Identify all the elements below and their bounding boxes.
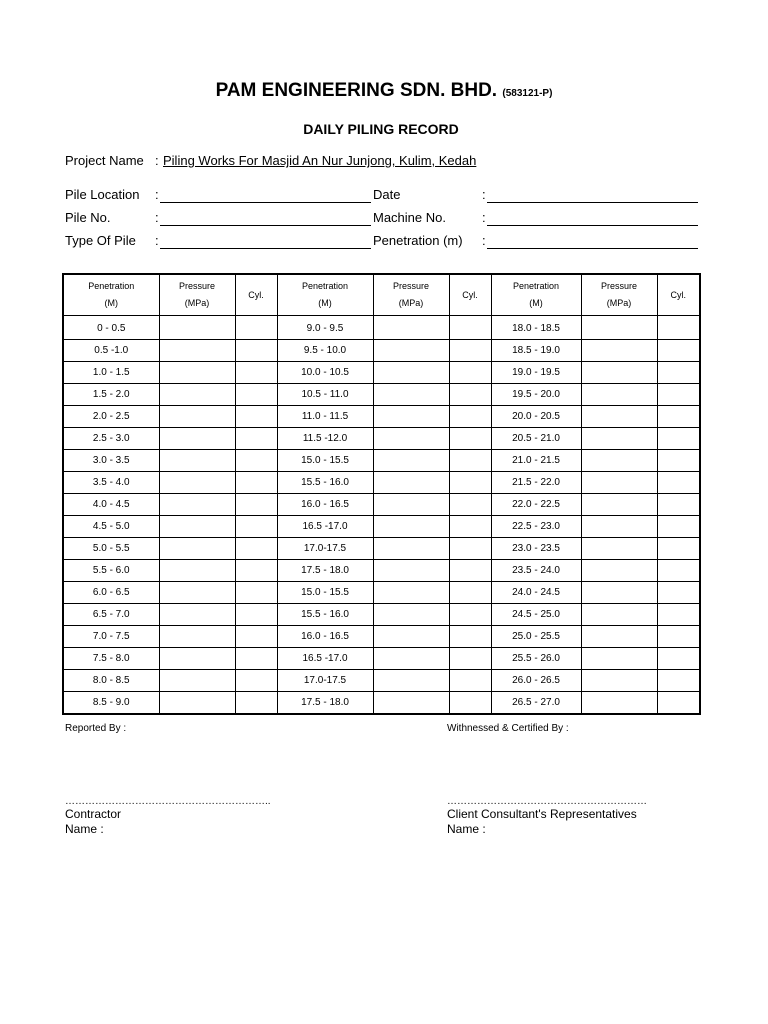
penetration-range-cell: 15.5 - 16.0 [277, 472, 373, 494]
client-representative-label: Client Consultant's Representatives [447, 807, 637, 821]
pile-location-label: Pile Location [65, 187, 140, 202]
table-row [63, 340, 700, 362]
pressure-cell[interactable] [581, 516, 657, 538]
pressure-cell[interactable] [581, 604, 657, 626]
pressure-cell[interactable] [159, 560, 235, 582]
penetration-range-cell: 18.5 - 19.0 [491, 340, 581, 362]
cyl-cell[interactable] [657, 362, 700, 384]
cyl-cell[interactable] [657, 428, 700, 450]
penetration-range-cell: 17.5 - 18.0 [277, 692, 373, 715]
cyl-cell[interactable] [235, 604, 277, 626]
cyl-cell[interactable] [449, 494, 491, 516]
pressure-cell[interactable] [373, 428, 449, 450]
table-row [63, 406, 700, 428]
penetration-range-cell: 21.0 - 21.5 [491, 450, 581, 472]
pressure-cell[interactable] [581, 472, 657, 494]
table-row [63, 516, 700, 538]
table-row [63, 560, 700, 582]
penetration-range-cell: 25.5 - 26.0 [491, 648, 581, 670]
pressure-cell[interactable] [373, 384, 449, 406]
penetration-range-cell: 5.0 - 5.5 [63, 538, 159, 560]
cyl-cell[interactable] [449, 538, 491, 560]
cyl-cell[interactable] [235, 582, 277, 604]
pressure-cell[interactable] [581, 340, 657, 362]
cyl-cell[interactable] [657, 516, 700, 538]
cyl-cell[interactable] [235, 648, 277, 670]
penetration-range-cell: 8.0 - 8.5 [63, 670, 159, 692]
cyl-cell[interactable] [449, 362, 491, 384]
pressure-cell[interactable] [581, 670, 657, 692]
cyl-cell[interactable] [449, 316, 491, 340]
penetration-range-cell: 15.5 - 16.0 [277, 604, 373, 626]
cyl-cell[interactable] [449, 516, 491, 538]
penetration-range-cell: 0.5 -1.0 [63, 340, 159, 362]
pressure-cell[interactable] [159, 670, 235, 692]
machine-no-field[interactable] [487, 225, 698, 226]
penetration-range-cell: 20.5 - 21.0 [491, 428, 581, 450]
pressure-cell[interactable] [159, 316, 235, 340]
header-penetration: Penetration (M) [277, 274, 373, 316]
client-name-label: Name : [447, 822, 486, 836]
penetration-range-cell: 25.0 - 25.5 [491, 626, 581, 648]
cyl-cell[interactable] [235, 560, 277, 582]
pressure-cell[interactable] [159, 538, 235, 560]
cyl-cell[interactable] [235, 316, 277, 340]
pressure-cell[interactable] [373, 670, 449, 692]
pressure-cell[interactable] [159, 692, 235, 715]
contractor-name-label: Name : [65, 822, 104, 836]
cyl-cell[interactable] [657, 472, 700, 494]
cyl-cell[interactable] [449, 384, 491, 406]
cyl-cell[interactable] [449, 472, 491, 494]
cyl-cell[interactable] [657, 560, 700, 582]
project-name-label: Project Name [65, 153, 144, 168]
pressure-cell[interactable] [581, 406, 657, 428]
cyl-cell[interactable] [235, 384, 277, 406]
pressure-cell[interactable] [581, 384, 657, 406]
table-row [63, 428, 700, 450]
cyl-cell[interactable] [235, 538, 277, 560]
table-row [63, 604, 700, 626]
pressure-cell[interactable] [373, 472, 449, 494]
pressure-cell[interactable] [373, 604, 449, 626]
penetration-range-cell: 20.0 - 20.5 [491, 406, 581, 428]
penetration-range-cell: 15.0 - 15.5 [277, 450, 373, 472]
cyl-cell[interactable] [449, 692, 491, 715]
project-name-colon: : [155, 153, 159, 168]
witnessed-by-label: Withnessed & Certified By : [447, 723, 569, 734]
header-penetration: Penetration (M) [63, 274, 159, 316]
cyl-cell[interactable] [657, 450, 700, 472]
cyl-cell[interactable] [235, 450, 277, 472]
machine-no-label: Machine No. [373, 210, 446, 225]
cyl-cell[interactable] [449, 604, 491, 626]
penetration-range-cell: 9.5 - 10.0 [277, 340, 373, 362]
pressure-cell[interactable] [581, 560, 657, 582]
pressure-cell[interactable] [581, 428, 657, 450]
penetration-range-cell: 3.5 - 4.0 [63, 472, 159, 494]
pile-no-colon: : [155, 210, 159, 225]
penetration-range-cell: 21.5 - 22.0 [491, 472, 581, 494]
company-name [0, 80, 768, 102]
pressure-cell[interactable] [581, 450, 657, 472]
pressure-cell[interactable] [159, 648, 235, 670]
penetration-range-cell: 15.0 - 15.5 [277, 582, 373, 604]
pressure-cell[interactable] [373, 648, 449, 670]
penetration-range-cell: 0 - 0.5 [63, 316, 159, 340]
cyl-cell[interactable] [235, 406, 277, 428]
header-cyl: Cyl. [235, 274, 277, 316]
cyl-cell[interactable] [235, 362, 277, 384]
pressure-cell[interactable] [581, 316, 657, 340]
reported-by-label: Reported By : [65, 723, 127, 734]
header-cyl: Cyl. [657, 274, 700, 316]
cyl-cell[interactable] [235, 340, 277, 362]
penetration-range-cell: 19.0 - 19.5 [491, 362, 581, 384]
penetration-range-cell: 2.5 - 3.0 [63, 428, 159, 450]
table-row [63, 384, 700, 406]
pressure-cell[interactable] [159, 472, 235, 494]
cyl-cell[interactable] [449, 626, 491, 648]
penetration-range-cell: 1.5 - 2.0 [63, 384, 159, 406]
pressure-cell[interactable] [581, 362, 657, 384]
penetration-range-cell: 24.0 - 24.5 [491, 582, 581, 604]
penetration-range-cell: 16.0 - 16.5 [277, 494, 373, 516]
table-header-row [63, 274, 700, 316]
cyl-cell[interactable] [235, 494, 277, 516]
table-row [63, 450, 700, 472]
table-row [63, 538, 700, 560]
penetration-field[interactable] [487, 248, 698, 249]
penetration-range-cell: 7.0 - 7.5 [63, 626, 159, 648]
penetration-colon: : [482, 233, 486, 248]
pressure-cell[interactable] [159, 406, 235, 428]
pressure-cell[interactable] [373, 316, 449, 340]
pressure-cell[interactable] [581, 648, 657, 670]
pressure-cell[interactable] [159, 340, 235, 362]
form-title: DAILY PILING RECORD [303, 121, 459, 137]
table-row [63, 494, 700, 516]
type-of-pile-label: Type Of Pile [65, 233, 136, 248]
signature-line-contractor[interactable]: …………………………………………………….. [65, 796, 271, 807]
cyl-cell[interactable] [449, 340, 491, 362]
cyl-cell[interactable] [657, 316, 700, 340]
pressure-cell[interactable] [159, 384, 235, 406]
cyl-cell[interactable] [657, 340, 700, 362]
pressure-cell[interactable] [373, 582, 449, 604]
pressure-cell[interactable] [581, 626, 657, 648]
machine-no-colon: : [482, 210, 486, 225]
table-row [63, 626, 700, 648]
registration-number: (583121-P) [502, 88, 553, 99]
table-row [63, 362, 700, 384]
penetration-range-cell: 26.5 - 27.0 [491, 692, 581, 715]
penetration-range-cell: 2.0 - 2.5 [63, 406, 159, 428]
penetration-range-cell: 6.5 - 7.0 [63, 604, 159, 626]
penetration-range-cell: 17.0-17.5 [277, 670, 373, 692]
date-field[interactable] [487, 202, 698, 203]
pressure-cell[interactable] [159, 516, 235, 538]
cyl-cell[interactable] [235, 516, 277, 538]
cyl-cell[interactable] [657, 604, 700, 626]
cyl-cell[interactable] [657, 494, 700, 516]
penetration-range-cell: 1.0 - 1.5 [63, 362, 159, 384]
cyl-cell[interactable] [449, 670, 491, 692]
pressure-cell[interactable] [373, 560, 449, 582]
penetration-range-cell: 16.5 -17.0 [277, 648, 373, 670]
penetration-range-cell: 11.0 - 11.5 [277, 406, 373, 428]
penetration-range-cell: 5.5 - 6.0 [63, 560, 159, 582]
penetration-range-cell: 22.5 - 23.0 [491, 516, 581, 538]
pile-no-label: Pile No. [65, 210, 111, 225]
table-row [63, 648, 700, 670]
contractor-label: Contractor [65, 807, 122, 821]
pressure-cell[interactable] [159, 428, 235, 450]
pressure-cell[interactable] [159, 604, 235, 626]
pressure-cell[interactable] [373, 362, 449, 384]
table-row [63, 472, 700, 494]
cyl-cell[interactable] [235, 670, 277, 692]
cyl-cell[interactable] [657, 582, 700, 604]
pressure-cell[interactable] [373, 626, 449, 648]
pressure-cell[interactable] [373, 494, 449, 516]
date-label: Date [373, 187, 401, 202]
pressure-cell[interactable] [581, 582, 657, 604]
pressure-cell[interactable] [373, 340, 449, 362]
cyl-cell[interactable] [449, 406, 491, 428]
header-cyl: Cyl. [449, 274, 491, 316]
pressure-cell[interactable] [581, 692, 657, 715]
table-row [63, 582, 700, 604]
penetration-range-cell: 16.0 - 16.5 [277, 626, 373, 648]
penetration-range-cell: 19.5 - 20.0 [491, 384, 581, 406]
signature-line-client[interactable]: …………………………………………………… [447, 796, 647, 807]
pressure-cell[interactable] [373, 692, 449, 715]
pile-location-colon: : [155, 187, 159, 202]
cyl-cell[interactable] [235, 692, 277, 715]
penetration-range-cell: 24.5 - 25.0 [491, 604, 581, 626]
pressure-cell[interactable] [581, 494, 657, 516]
penetration-range-cell: 9.0 - 9.5 [277, 316, 373, 340]
penetration-label: Penetration (m) [373, 233, 463, 248]
penetration-range-cell: 6.0 - 6.5 [63, 582, 159, 604]
piling-record-table [62, 273, 701, 715]
header-pressure: Pressure (MPa) [581, 274, 657, 316]
cyl-cell[interactable] [657, 692, 700, 715]
penetration-range-cell: 17.5 - 18.0 [277, 560, 373, 582]
cyl-cell[interactable] [449, 648, 491, 670]
penetration-range-cell: 10.0 - 10.5 [277, 362, 373, 384]
project-name-value[interactable]: Piling Works For Masjid An Nur Junjong, Kulim, Kedah [163, 153, 477, 168]
company-name-text: PAM ENGINEERING SDN. BHD. [215, 80, 498, 101]
type-of-pile-colon: : [155, 233, 159, 248]
header-pressure: Pressure (MPa) [373, 274, 449, 316]
type-of-pile-field[interactable] [160, 248, 371, 249]
cyl-cell[interactable] [657, 384, 700, 406]
cyl-cell[interactable] [657, 648, 700, 670]
pressure-cell[interactable] [159, 362, 235, 384]
pressure-cell[interactable] [159, 450, 235, 472]
pressure-cell[interactable] [373, 406, 449, 428]
pressure-cell[interactable] [159, 582, 235, 604]
date-colon: : [482, 187, 486, 202]
cyl-cell[interactable] [657, 406, 700, 428]
penetration-range-cell: 10.5 - 11.0 [277, 384, 373, 406]
penetration-range-cell: 23.0 - 23.5 [491, 538, 581, 560]
cyl-cell[interactable] [449, 450, 491, 472]
penetration-range-cell: 16.5 -17.0 [277, 516, 373, 538]
penetration-range-cell: 26.0 - 26.5 [491, 670, 581, 692]
penetration-range-cell: 17.0-17.5 [277, 538, 373, 560]
cyl-cell[interactable] [235, 472, 277, 494]
pressure-cell[interactable] [159, 626, 235, 648]
penetration-range-cell: 22.0 - 22.5 [491, 494, 581, 516]
pressure-cell[interactable] [581, 538, 657, 560]
cyl-cell[interactable] [657, 538, 700, 560]
table-row [63, 316, 700, 340]
cyl-cell[interactable] [657, 670, 700, 692]
cyl-cell[interactable] [449, 582, 491, 604]
cyl-cell[interactable] [449, 428, 491, 450]
cyl-cell[interactable] [657, 626, 700, 648]
penetration-range-cell: 4.0 - 4.5 [63, 494, 159, 516]
pile-no-field[interactable] [160, 225, 371, 226]
penetration-range-cell: 23.5 - 24.0 [491, 560, 581, 582]
pressure-cell[interactable] [373, 538, 449, 560]
pressure-cell[interactable] [373, 516, 449, 538]
penetration-range-cell: 11.5 -12.0 [277, 428, 373, 450]
cyl-cell[interactable] [235, 428, 277, 450]
pile-location-field[interactable] [160, 202, 371, 203]
cyl-cell[interactable] [449, 560, 491, 582]
header-penetration: Penetration (M) [491, 274, 581, 316]
penetration-range-cell: 7.5 - 8.0 [63, 648, 159, 670]
penetration-range-cell: 8.5 - 9.0 [63, 692, 159, 715]
table-row [63, 670, 700, 692]
penetration-range-cell: 4.5 - 5.0 [63, 516, 159, 538]
pressure-cell[interactable] [159, 494, 235, 516]
penetration-range-cell: 3.0 - 3.5 [63, 450, 159, 472]
header-pressure: Pressure (MPa) [159, 274, 235, 316]
penetration-range-cell: 18.0 - 18.5 [491, 316, 581, 340]
table-row [63, 692, 700, 715]
pressure-cell[interactable] [373, 450, 449, 472]
cyl-cell[interactable] [235, 626, 277, 648]
